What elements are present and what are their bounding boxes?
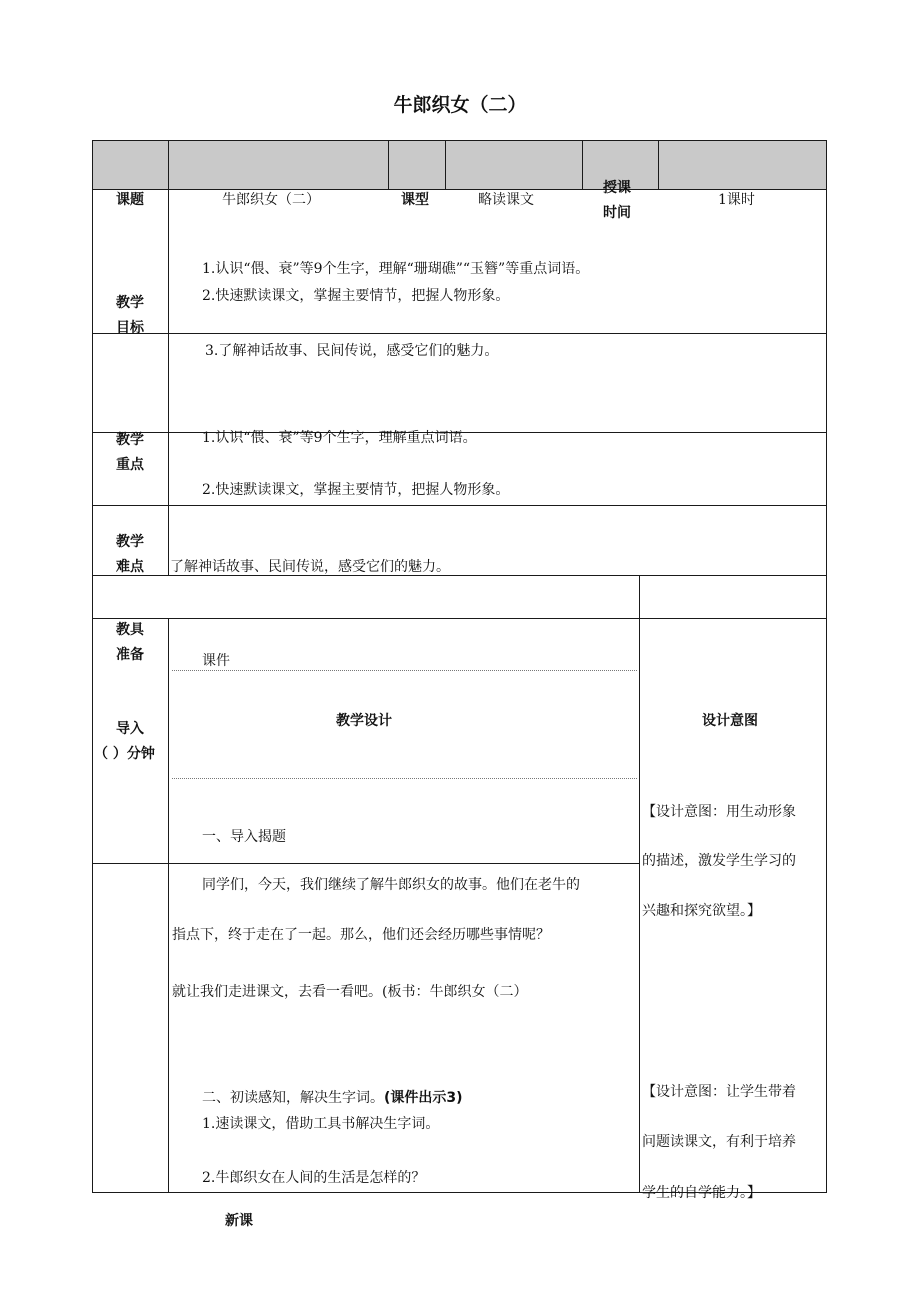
intro-label-1: 导入 — [116, 721, 144, 737]
design-heading: 教学设计 — [336, 713, 392, 729]
header-band — [92, 141, 827, 189]
difficulty-text: 了解神话故事、民间传说，感受它们的魅力。 — [170, 559, 450, 575]
intent2-line: 【设计意图：让学生带着 — [642, 1084, 796, 1100]
difficulty-label-2: 难点 — [116, 559, 144, 575]
keypoint-item: 1.认识“偎、衰”等9个生字，理解重点词语。 — [202, 430, 477, 446]
section1-line: 就让我们走进课文，去看一看吧。(板书：牛郎织女（二） — [172, 984, 528, 1000]
keypoint-item: 2.快速默读课文，掌握主要情节，把握人物形象。 — [202, 482, 510, 498]
section1-line: 指点下，终于走在了一起。那么，他们还会经历哪些事情呢？ — [172, 927, 550, 943]
section1-line: 同学们，今天，我们继续了解牛郎织女的故事。他们在老牛的 — [202, 877, 580, 893]
keypoints-label-2: 重点 — [116, 457, 144, 473]
section2-heading-text: 二、初读感知，解决生字词。 — [202, 1090, 384, 1106]
section2-heading — [202, 1089, 463, 1107]
time-value: 1课时 — [718, 192, 755, 208]
intent1-line: 【设计意图：用生动形象 — [642, 804, 796, 820]
topic-value: 牛郎织女（二） — [222, 192, 320, 208]
section1-heading: 一、导入揭题 — [202, 829, 286, 845]
goal-item: 1.认识“偎、衰”等9个生字，理解“珊瑚礁”“玉簪”等重点词语。 — [202, 261, 590, 277]
time-label-1: 授课 — [603, 180, 631, 196]
intent1-line: 的描述，激发学生学习的 — [642, 853, 796, 869]
intent2-line: 学生的自学能力。】 — [642, 1185, 761, 1201]
new-lesson-label: 新课 — [225, 1213, 253, 1229]
type-label: 课型 — [401, 192, 429, 208]
page-title: 牛郎织女（二） — [393, 94, 527, 116]
keypoints-label-1: 教学 — [116, 432, 144, 448]
goals-label-2: 目标 — [116, 320, 144, 336]
section2-line: 1.速读课文，借助工具书解决生字词。 — [202, 1116, 440, 1132]
time-label-2: 时间 — [603, 205, 631, 221]
section2-heading-bold: (课件出示3) — [384, 1090, 463, 1106]
tools-value: 课件 — [202, 653, 230, 669]
difficulty-label-1: 教学 — [116, 534, 144, 550]
goal-item: 3.了解神话故事、民间传说，感受它们的魅力。 — [205, 343, 499, 359]
topic-label: 课题 — [116, 192, 144, 208]
tools-label-2: 准备 — [116, 647, 144, 663]
goal-item: 2.快速默读课文，掌握主要情节，把握人物形象。 — [202, 288, 510, 304]
goals-label-1: 教学 — [116, 295, 144, 311]
intent-heading: 设计意图 — [702, 713, 758, 729]
tools-label-1: 教具 — [116, 622, 144, 638]
intro-label-2: （ ）分钟 — [94, 746, 155, 762]
type-value: 略读课文 — [478, 192, 534, 208]
intent1-line: 兴趣和探究欲望。】 — [642, 903, 761, 919]
section2-line: 2.牛郎织女在人间的生活是怎样的？ — [202, 1170, 426, 1186]
intent2-line: 问题读课文，有利于培养 — [642, 1134, 796, 1150]
